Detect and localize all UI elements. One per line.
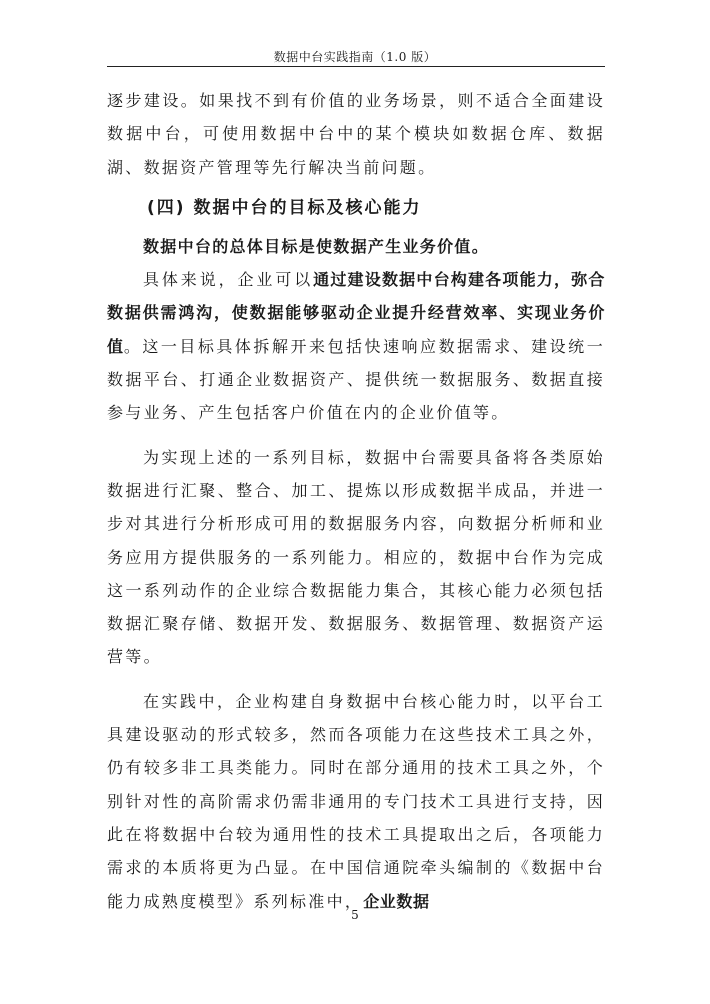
paragraph-practice-lead: 在实践中，企业构建自身数据中台核心能力时，以平台工具建设驱动的形式较多，然而各项能力在这些技术工具之外，仍有较多非工具类能力。同时在部分通用的技术工具之外，个别针对性的高阶需求仍需非通用的专门技术工具进行支持，因此在将数据中台较为通用性的技术工具提取出之后，各项能力需求的本质将更为凸显。在中国信通院牵头编制的《数据中台能力成熟度模型》系列标准中， (107, 691, 605, 911)
body-content (107, 84, 605, 918)
paragraph-goals-emphasis: 通过建设数据中台构建各项能力，弥合数据供需鸿沟，使数据能够驱动企业提升经营效率、实现业务价值 (107, 270, 606, 356)
page-number: 5 (351, 908, 359, 922)
paragraph-practice-emphasis: 企业数据 (363, 891, 430, 911)
header-divider (107, 66, 605, 67)
paragraph-continued: 逐步建设。如果找不到有价值的业务场景，则不适合全面建设数据中台，可使用数据中台中的某个模块如数据仓库、数据湖、数据资产管理等先行解决当前问题。 (107, 91, 605, 177)
running-header: 数据中台实践指南（1.0 版） (273, 50, 437, 64)
paragraph-goals (107, 263, 605, 429)
section-heading: (四) 数据中台的目标及核心能力 (147, 197, 422, 218)
goal-statement: 数据中台的总体目标是使数据产生业务价值。 (143, 236, 490, 256)
paragraph-goals-rest: 。这一目标具体拆解开来包括快速响应数据需求、建设统一数据平台、打通企业数据资产、提供统一数据服务、数据直接参与业务、产生包括客户价值在内的企业价值等。 (107, 336, 605, 423)
paragraph-goals-lead: 具体来说，企业可以 (143, 270, 314, 290)
paragraph-core-capabilities: 为实现上述的一系列目标，数据中台需要具备将各类原始数据进行汇聚、整合、加工、提炼以形成数据半成品，并进一步对其进行分析形成可用的数据服务内容，向数据分析师和业务应用方提供服务的一系列能力。相应的，数据中台作为完成这一系列动作的企业综合数据能力集合，其核心能力必须包括数据汇聚存储、数据开发、数据服务、数据管理、数据资产运营等。 (107, 447, 605, 667)
paragraph-practice (107, 685, 605, 918)
